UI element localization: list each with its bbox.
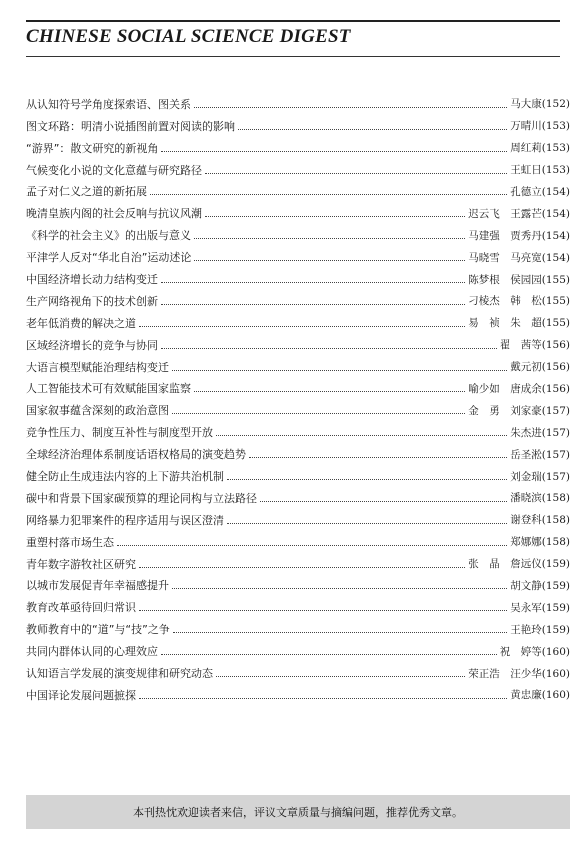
toc-entry-title: 中国译论发展问题摭探 <box>26 688 136 702</box>
toc-entry[interactable] <box>26 197 570 219</box>
toc-entry[interactable] <box>26 263 570 285</box>
toc-entry-title: 图文环路：明清小说插图前置对阅读的影响 <box>26 119 235 133</box>
toc-dot-leader <box>161 304 465 305</box>
toc-dot-leader <box>139 567 465 568</box>
toc-entry-title: 竞争性压力、制度互补性与制度型开放 <box>26 426 213 440</box>
toc-entry-author-page: 祝 婷等(160) <box>499 645 570 658</box>
toc-entry-author-page: 荣正浩 汪少华(160) <box>468 667 570 680</box>
toc-dot-leader <box>161 654 497 655</box>
toc-entry-title: 青年数字游牧社区研究 <box>26 557 136 571</box>
toc-entry[interactable] <box>26 591 570 613</box>
toc-dot-leader <box>194 107 507 108</box>
toc-entry[interactable] <box>26 438 570 460</box>
toc-dot-leader <box>172 370 507 371</box>
toc-entry[interactable] <box>26 351 570 373</box>
toc-dot-leader <box>205 173 507 174</box>
toc-entry-title: 晚清皇族内阁的社会反响与抗议风潮 <box>26 207 202 221</box>
toc-entry-author-page: 胡文静(159) <box>510 579 570 592</box>
toc-entry-author-page: 喻少如 唐成余(156) <box>468 382 570 395</box>
toc-dot-leader <box>161 348 497 349</box>
toc-dot-leader <box>172 413 465 414</box>
toc-entry[interactable] <box>26 548 570 570</box>
toc-entry-title: “游界”：散文研究的新视角 <box>26 141 159 155</box>
toc-entry-author-page: 周红莉(153) <box>510 142 570 155</box>
toc-entry-author-page: 刘金瑞(157) <box>510 470 570 483</box>
toc-entry[interactable] <box>26 635 570 657</box>
toc-entry-title: 网络暴力犯罪案件的程序适用与误区澄清 <box>26 513 224 527</box>
toc-dot-leader <box>194 260 465 261</box>
toc-entry-title: 孟子对仁义之道的新拓展 <box>26 185 147 199</box>
toc-entry[interactable] <box>26 219 570 241</box>
toc-entry-title: 全球经济治理体系制度话语权格局的演变趋势 <box>26 448 246 462</box>
toc-entry-title: 国家叙事蕴含深刻的政治意图 <box>26 404 169 418</box>
toc-entry-author-page: 易 祯 朱 超(155) <box>468 317 570 330</box>
toc-dot-leader <box>194 391 465 392</box>
toc-entry-title: 从认知符号学角度探索语、图关系 <box>26 97 191 111</box>
toc-dot-leader <box>238 129 507 130</box>
toc-entry-author-page: 孔德立(154) <box>510 185 570 198</box>
toc-entry[interactable] <box>26 504 570 526</box>
toc-entry-author-page: 王虹日(153) <box>510 164 570 177</box>
toc-dot-leader <box>139 698 507 699</box>
toc-entry[interactable] <box>26 176 570 198</box>
toc-dot-leader <box>150 194 507 195</box>
toc-entry-title: 区域经济增长的竞争与协同 <box>26 338 158 352</box>
toc-entry[interactable] <box>26 613 570 635</box>
toc-entry-author-page: 朱杰进(157) <box>510 426 570 439</box>
toc-entry-author-page: 潘晓滨(158) <box>510 492 570 505</box>
toc-dot-leader <box>139 610 507 611</box>
toc-entry-author-page: 万晴川(153) <box>510 120 570 133</box>
toc-entry-title: 教师教育中的“道”与“技”之争 <box>26 623 170 637</box>
toc-entry[interactable] <box>26 329 570 351</box>
toc-entry[interactable] <box>26 241 570 263</box>
toc-entry[interactable] <box>26 373 570 395</box>
toc-entry-title: 《科学的社会主义》的出版与意义 <box>26 229 191 243</box>
toc-entry-author-page: 马建强 贾秀丹(154) <box>468 229 570 242</box>
toc-entry[interactable] <box>26 526 570 548</box>
toc-entry-title: 碳中和背景下国家碳预算的理论同构与立法路径 <box>26 491 257 505</box>
toc-entry[interactable] <box>26 570 570 592</box>
toc-dot-leader <box>260 501 507 502</box>
toc-entry[interactable] <box>26 132 570 154</box>
toc-entry-author-page: 翟 茜等(156) <box>499 339 570 352</box>
toc-entry-author-page: 张 晶 詹远仪(159) <box>468 558 570 571</box>
toc-entry-title: 老年低消费的解决之道 <box>26 316 136 330</box>
toc-entry-title: 重塑村落市场生态 <box>26 535 114 549</box>
toc-dot-leader <box>161 151 507 152</box>
toc-entry-title: 人工智能技术可有效赋能国家监察 <box>26 382 191 396</box>
toc-entry-author-page: 戴元初(156) <box>510 361 570 374</box>
toc-entry-title: 平津学人反对“华北自治”运动述论 <box>26 251 192 265</box>
toc-dot-leader <box>139 326 465 327</box>
toc-dot-leader <box>216 435 507 436</box>
toc-entry[interactable] <box>26 154 570 176</box>
top-rule <box>26 20 560 22</box>
toc-entry[interactable] <box>26 657 570 679</box>
toc-entry-author-page: 黄忠廉(160) <box>510 689 570 702</box>
toc-entry[interactable] <box>26 110 570 132</box>
toc-dot-leader <box>227 479 507 480</box>
toc-entry-author-page: 谢登科(158) <box>510 514 570 527</box>
table-of-contents <box>26 88 570 701</box>
toc-entry-author-page: 马晓雪 马亮宽(154) <box>468 251 570 264</box>
toc-dot-leader <box>117 545 507 546</box>
toc-entry-author-page: 王艳玲(159) <box>510 623 570 636</box>
toc-entry-title: 以城市发展促青年幸福感提升 <box>26 579 169 593</box>
toc-entry[interactable] <box>26 307 570 329</box>
toc-entry-title: 中国经济增长动力结构变迁 <box>26 273 158 287</box>
toc-entry-title: 健全防止生成违法内容的上下游共治机制 <box>26 470 224 484</box>
toc-dot-leader <box>172 588 507 589</box>
toc-entry[interactable] <box>26 416 570 438</box>
toc-entry-author-page: 刁棱杰 韩 松(155) <box>468 295 570 308</box>
toc-entry-title: 认知语言学发展的演变规律和研究动态 <box>26 667 213 681</box>
toc-entry[interactable] <box>26 285 570 307</box>
footer-notice-bar <box>26 795 570 829</box>
toc-entry-title: 气候变化小说的文化意蕴与研究路径 <box>26 163 202 177</box>
toc-entry-title: 大语言模型赋能治理结构变迁 <box>26 360 169 374</box>
toc-entry[interactable] <box>26 679 570 701</box>
toc-dot-leader <box>173 632 507 633</box>
toc-entry-author-page: 郑娜娜(158) <box>510 536 570 549</box>
toc-entry-author-page: 岳圣淞(157) <box>510 448 570 461</box>
toc-entry[interactable] <box>26 460 570 482</box>
toc-entry-title: 共同内群体认同的心理效应 <box>26 645 158 659</box>
toc-entry-title: 教育改革亟待回归常识 <box>26 601 136 615</box>
toc-entry[interactable] <box>26 482 570 504</box>
toc-entry-title: 生产网络视角下的技术创新 <box>26 294 158 308</box>
toc-entry-author-page: 马大康(152) <box>510 98 570 111</box>
toc-dot-leader <box>227 523 507 524</box>
toc-dot-leader <box>216 676 465 677</box>
toc-dot-leader <box>249 457 507 458</box>
toc-entry-author-page: 金 勇 刘家豪(157) <box>468 404 570 417</box>
toc-entry[interactable] <box>26 394 570 416</box>
masthead-rule <box>26 56 560 57</box>
toc-dot-leader <box>161 282 465 283</box>
footer-notice: 本刊热忱欢迎读者来信，评议文章质量与摘编问题，推荐优秀文章。 <box>133 806 463 819</box>
toc-dot-leader <box>194 238 465 239</box>
toc-entry-author-page: 吴永军(159) <box>510 601 570 614</box>
toc-entry-author-page: 陈梦根 侯园园(155) <box>468 273 570 286</box>
toc-entry-author-page: 迟云飞 王露芒(154) <box>468 207 570 220</box>
toc-dot-leader <box>205 216 465 217</box>
masthead-title: CHINESE SOCIAL SCIENCE DIGEST <box>26 26 351 47</box>
toc-entry[interactable] <box>26 88 570 110</box>
